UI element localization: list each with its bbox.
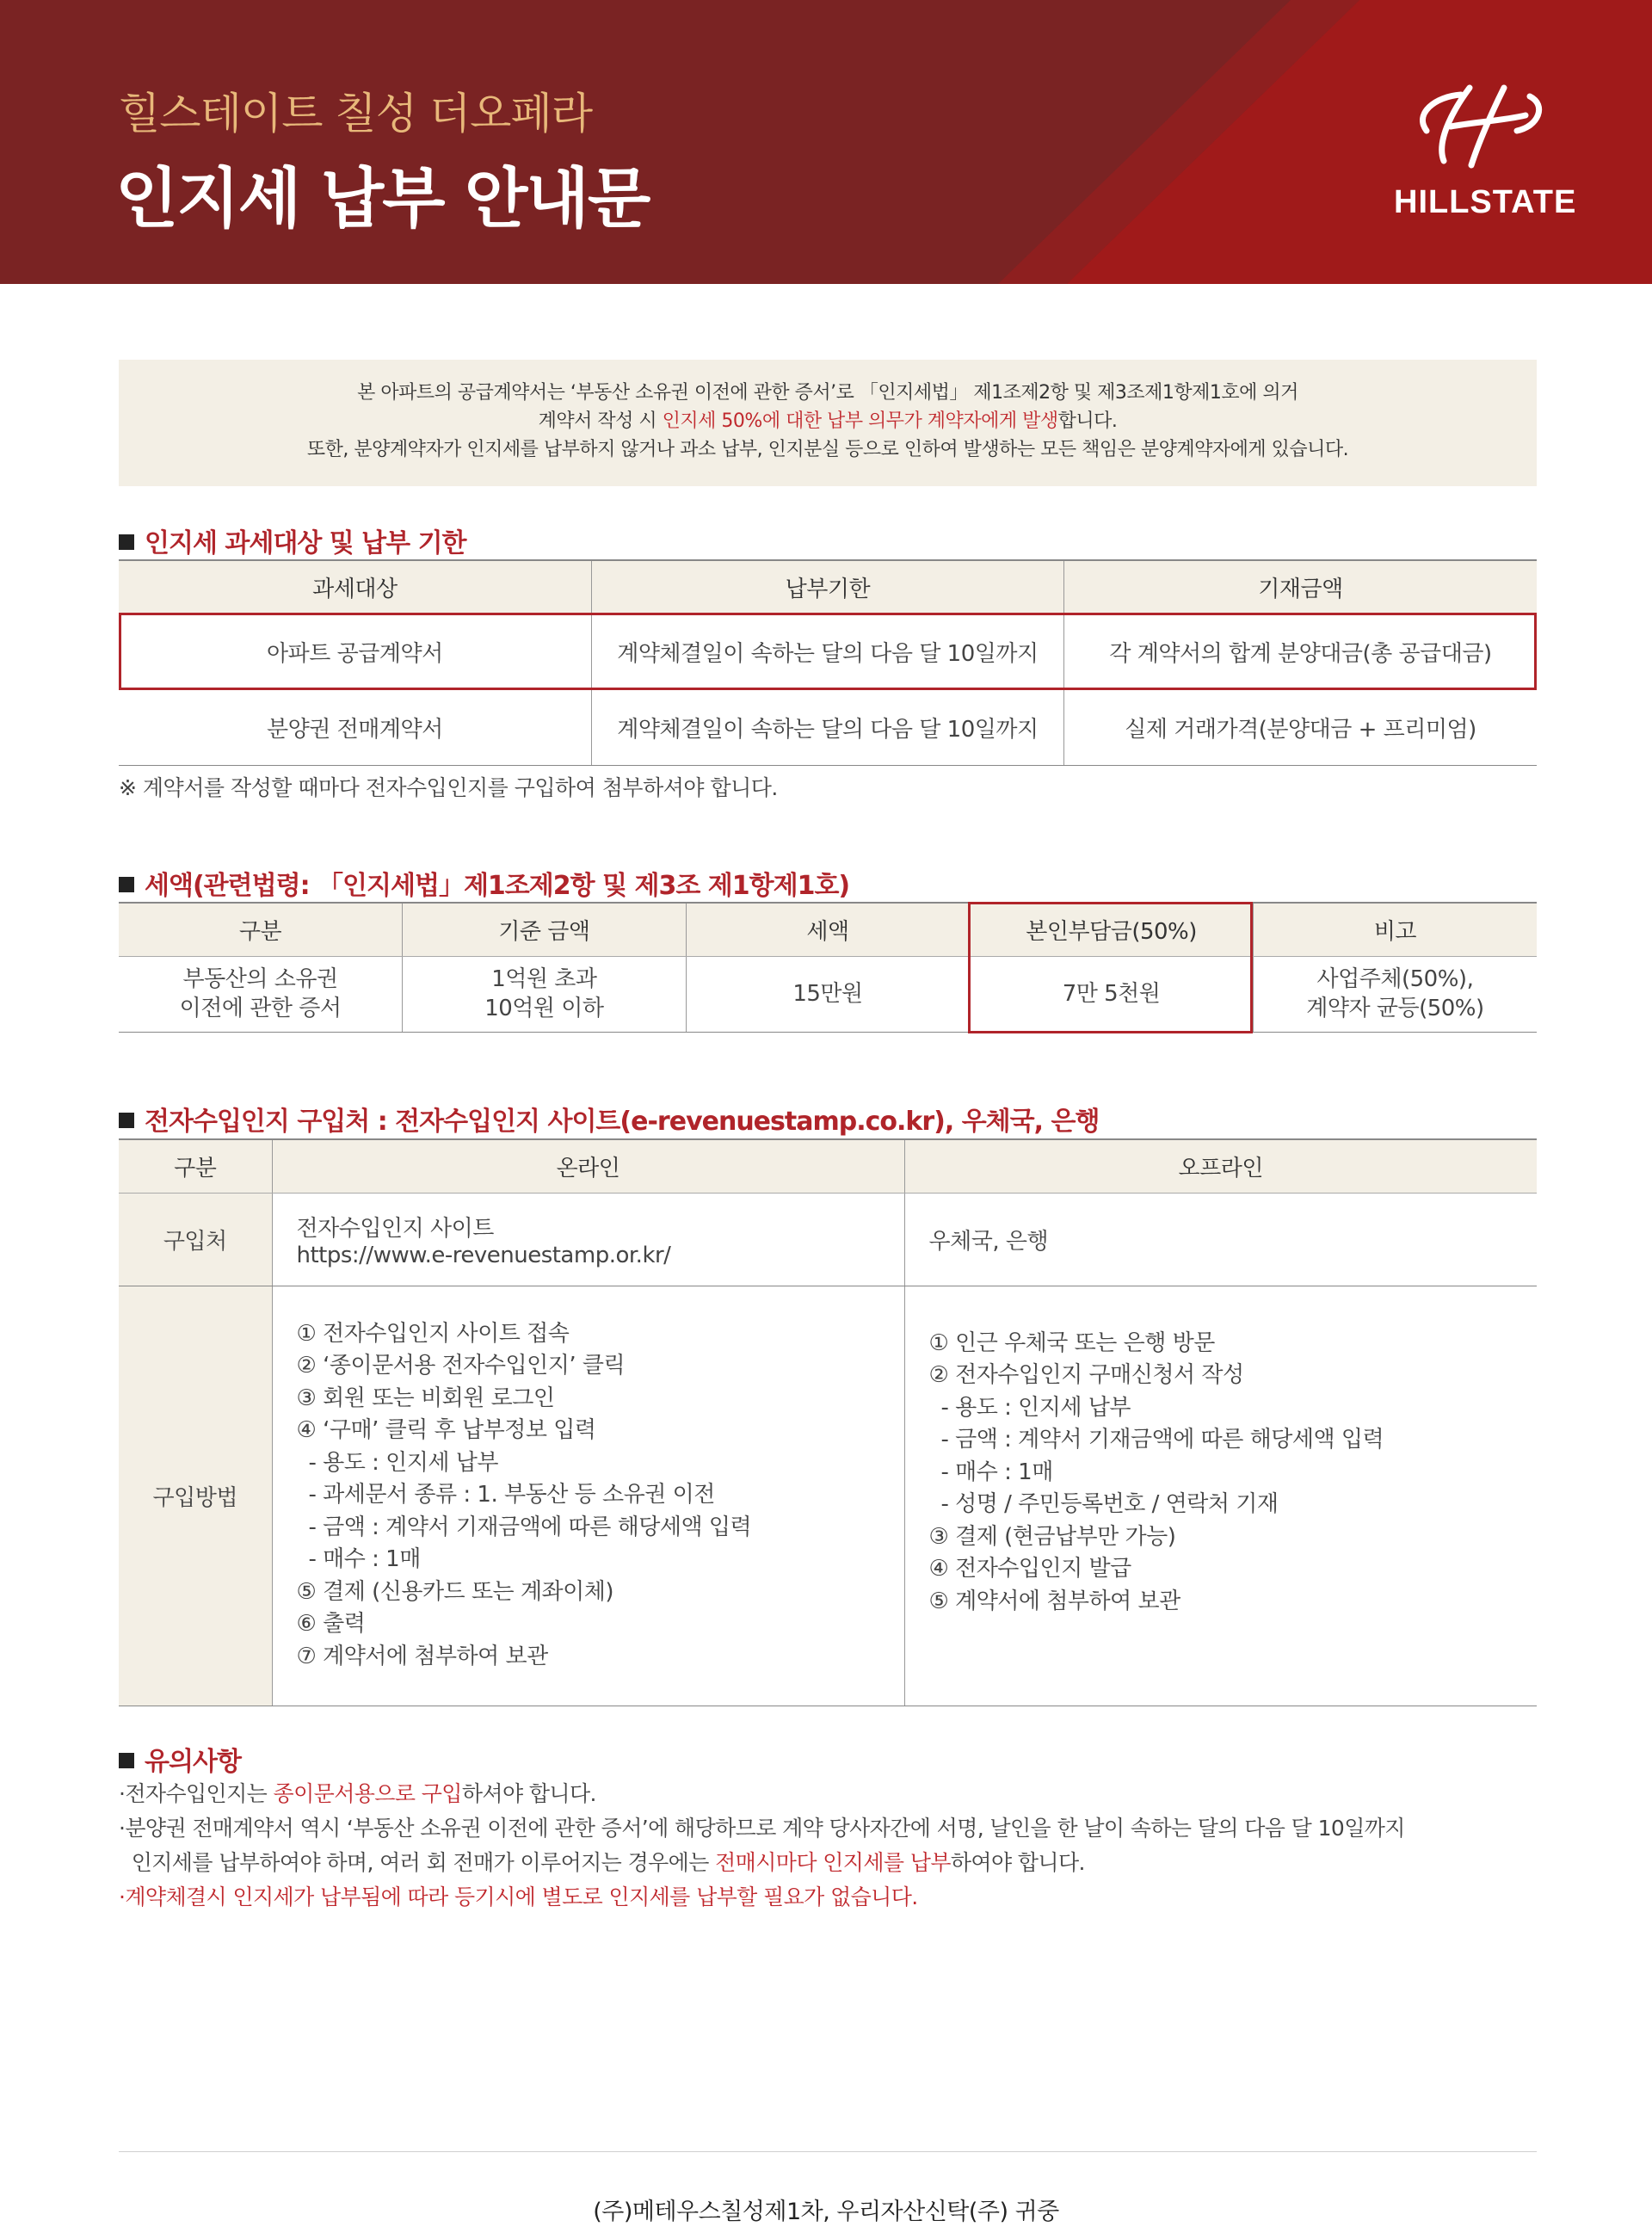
step-item: ③ 결제 (현금납부만 가능) (928, 1523, 1176, 1550)
table-cell: 계약체결일이 속하는 달의 다음 달 10일까지 (591, 689, 1063, 765)
step-item: ⑦ 계약서에 첨부하여 보관 (296, 1643, 548, 1669)
step-item: ① 인근 우체국 또는 은행 방문 (928, 1329, 1215, 1356)
note-highlight: 종이문서용으로 구입 (273, 1781, 462, 1806)
table-header: 기재금액 (1064, 560, 1537, 614)
step-item: - 과세문서 종류 : 1. 부동산 등 소유권 이전 (308, 1482, 715, 1508)
cell-line: 계약자 균등(50%) (1306, 996, 1484, 1021)
table-header: 구분 (119, 1139, 272, 1193)
table-cell: 분양권 전매계약서 (119, 689, 591, 765)
section-1-note: ※ 계약서를 작성할 때마다 전자수입인지를 구입하여 첨부하셔야 합니다. (119, 775, 778, 800)
row-label: 구입처 (119, 1193, 272, 1286)
section-2-title-text: 세액(관련법령: 「인지세법」제1조제2항 및 제3조 제1항제1호) (145, 871, 850, 901)
cell-line: 이전에 관한 증서 (179, 996, 342, 1021)
section-4-title (119, 1740, 241, 1778)
table-header: 오프라인 (904, 1139, 1537, 1193)
intro-line-3: 또한, 분양계약자가 인지세를 납부하지 않거나 과소 납부, 인지분실 등으로 인하여 발생하는 모든 책임은 분양계약자에게 있습니다. (306, 439, 1349, 460)
table-row (119, 689, 1537, 765)
note-highlight: 전매시마다 인지세를 납부 (715, 1850, 951, 1875)
table-row (119, 1286, 1537, 1706)
step-item: - 매수 : 1매 (308, 1546, 421, 1573)
step-item: ⑤ 결제 (신용카드 또는 계좌이체) (296, 1578, 614, 1605)
table-header: 납부기한 (591, 560, 1063, 614)
square-bullet-icon (119, 1113, 134, 1128)
caution-item-2-line-2 (119, 1846, 1405, 1880)
table-header-row (119, 560, 1537, 614)
step-item: - 금액 : 계약서 기재금액에 따른 해당세액 입력 (940, 1427, 1384, 1453)
caution-notes (119, 1777, 1405, 1915)
step-item: - 용도 : 인지세 납부 (940, 1394, 1131, 1421)
intro-line-2 (119, 407, 1537, 435)
cell-line: 10억원 이하 (484, 996, 604, 1021)
note-text: 하여야 합니다. (950, 1850, 1085, 1875)
online-steps (297, 1318, 904, 1674)
step-item: ① 전자수입인지 사이트 접속 (296, 1320, 570, 1347)
section-4-title-text: 유의사항 (145, 1747, 241, 1777)
step-item: ⑤ 계약서에 첨부하여 보관 (928, 1588, 1180, 1614)
intro-box (119, 360, 1537, 486)
intro-line-2-pre: 계약서 작성 시 (538, 410, 663, 432)
caution-item-3: ·계약체결시 인지세가 납부됨에 따라 등기시에 별도로 인지세를 납부할 필요가 없습니다. (119, 1884, 918, 1909)
section-3-title (119, 1100, 1099, 1138)
table-header: 온라인 (272, 1139, 904, 1193)
table-header: 과세대상 (119, 560, 591, 614)
table-cell (272, 1286, 904, 1706)
cell-line: 부동산의 소유권 (182, 966, 338, 992)
table-cell: 7만 5천원 (970, 956, 1254, 1032)
table-cell: 우체국, 은행 (904, 1193, 1537, 1286)
cell-line: 전자수입인지 사이트 (296, 1215, 494, 1242)
square-bullet-icon (119, 534, 134, 550)
logo-text: HILLSTATE (1394, 184, 1577, 220)
caution-item-1 (119, 1777, 1405, 1811)
hillstate-logo (1394, 79, 1577, 225)
step-item: ② ‘종이문서용 전자수입인지’ 클릭 (296, 1353, 626, 1379)
table-cell: 계약체결일이 속하는 달의 다음 달 10일까지 (591, 614, 1063, 689)
footer-divider (119, 2151, 1537, 2152)
header-banner (0, 0, 1652, 284)
table-header-row (119, 1139, 1537, 1193)
table-row (119, 614, 1537, 689)
intro-line-2-highlight: 인지세 50%에 대한 납부 의무가 계약자에게 발생 (662, 410, 1058, 432)
step-item: ③ 회원 또는 비회원 로그인 (296, 1385, 555, 1411)
cell-line: 1억원 초과 (491, 966, 597, 992)
caution-item-2-line-1: ·분양권 전매계약서 역시 ‘부동산 소유권 이전에 관한 증서’에 해당하므로 계약 당사자간에 서명, 날인을 한 날이 속하는 달의 다음 달 10일까지 (119, 1816, 1405, 1841)
cell-line: 사업주체(50%), (1316, 966, 1474, 992)
table-header: 비고 (1253, 903, 1537, 956)
note-text: 인지세를 납부하여야 하며, 여러 회 전매가 이루어지는 경우에는 (119, 1850, 716, 1875)
step-item: ⑥ 출력 (296, 1611, 366, 1638)
table-cell: 각 계약서의 합계 분양대금(총 공급대금) (1064, 614, 1537, 689)
square-bullet-icon (119, 877, 134, 892)
page-title: 인지세 납부 안내문 (115, 160, 650, 237)
section-3-title-text: 전자수입인지 구입처 : 전자수입인지 사이트(e-revenuestamp.co.kr), 우체국, 은행 (145, 1107, 1100, 1137)
table-cell: 15만원 (686, 956, 970, 1032)
table-header: 구분 (119, 903, 403, 956)
square-bullet-icon (119, 1753, 134, 1768)
table-header-row (119, 903, 1537, 956)
step-item: ④ 전자수입인지 발급 (928, 1556, 1131, 1582)
purchase-table (119, 1138, 1537, 1706)
step-item: - 용도 : 인지세 납부 (308, 1449, 499, 1476)
row-label: 구입방법 (119, 1286, 272, 1706)
section-2-title (119, 864, 849, 902)
table-header: 기준 금액 (403, 903, 687, 956)
cell-line: https://www.e-revenuestamp.or.kr/ (296, 1242, 671, 1268)
table-cell (1253, 956, 1537, 1032)
table-cell (272, 1193, 904, 1286)
tax-amount-table (119, 902, 1537, 1033)
header-subtitle: 힐스테이트 칠성 더오페라 (119, 89, 593, 139)
hillstate-h-mark-icon (1409, 79, 1551, 174)
note-text: 하셔야 합니다. (461, 1781, 596, 1806)
table-cell (904, 1286, 1537, 1706)
intro-line-1: 본 아파트의 공급계약서는 ‘부동산 소유권 이전에 관한 증서’로 「인지세법」 제1조제2항 및 제3조제1항제1호에 의거 (357, 382, 1298, 404)
section-1-title (119, 521, 466, 559)
intro-line-2-post: 합니다. (1057, 410, 1118, 432)
table-row (119, 956, 1537, 1032)
offline-steps (929, 1328, 1538, 1619)
step-item: ② 전자수입인지 구매신청서 작성 (928, 1362, 1244, 1388)
taxation-table (119, 559, 1537, 766)
footer-recipient: (주)메테우스칠성제1차, 우리자산신탁(주) 귀중 (593, 2199, 1059, 2225)
step-item: - 성명 / 주민등록번호 / 연락처 기재 (940, 1491, 1279, 1517)
table-header: 세액 (686, 903, 970, 956)
table-row (119, 1193, 1537, 1286)
section-1-title-text: 인지세 과세대상 및 납부 기한 (145, 528, 466, 558)
step-item: - 매수 : 1매 (940, 1459, 1053, 1485)
table-cell (119, 956, 403, 1032)
table-header: 본인부담금(50%) (970, 903, 1254, 956)
table-cell (403, 956, 687, 1032)
note-text: ·전자수입인지는 (119, 1781, 274, 1806)
table-cell: 아파트 공급계약서 (119, 614, 591, 689)
step-item: ④ ‘구매’ 클릭 후 납부정보 입력 (296, 1417, 596, 1444)
table-cell: 실제 거래가격(분양대금 + 프리미엄) (1064, 689, 1537, 765)
step-item: - 금액 : 계약서 기재금액에 따른 해당세액 입력 (308, 1514, 752, 1540)
